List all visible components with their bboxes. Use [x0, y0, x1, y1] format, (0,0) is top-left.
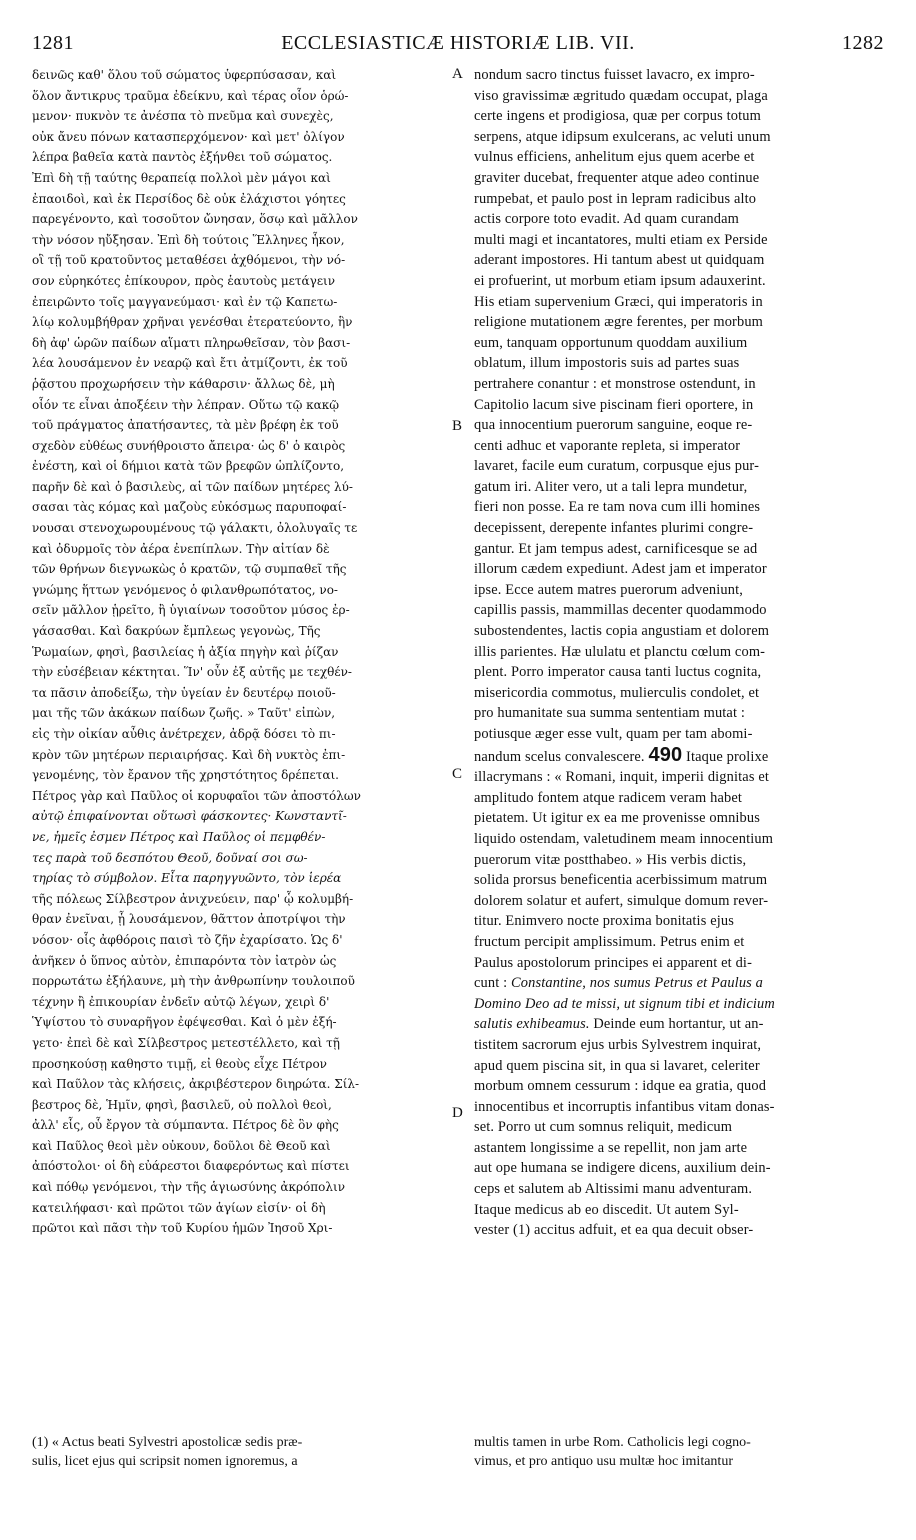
text-line: solida prorsus beneficentia acerbissimum matrum [474, 872, 768, 889]
text-line: puerorum vitæ postthabeo. » His verbis dictis, [474, 851, 747, 868]
text-line: Ῥωμαίων, φησὶ, βασιλείας ἡ ἀξία πηγὴν καὶ ῥίζαν [32, 644, 339, 659]
text-line: pro humanitate sua summa sententiam mutat : [474, 705, 746, 722]
text-line: amplitudo fontem atque radicem veram habet [474, 789, 743, 806]
text-line: αὐτῷ ἐπιφαίνονται οὕτωσὶ φάσκοντες· Κωνσταντῖ- [32, 809, 347, 824]
footnote-left [32, 1433, 452, 1471]
text-line: gantur. Et jam tempus adest, carnificesque se ad [474, 540, 758, 557]
text-segment: Deinde eum hortantur, ut an- [593, 1016, 764, 1033]
text-line: ἐνέστη, καὶ οἱ δήμιοι κατὰ τῶν βρεφῶν ὡπλίζοντο, [32, 459, 345, 474]
text-segment: salutis exhibeamus. [474, 1016, 590, 1033]
margin-marker-b: B [452, 418, 463, 434]
text-line: τα πᾶσιν ἀποδείξω, τὴν ὑγείαν ἐν δευτέρῳ ποιοῦ- [32, 685, 336, 700]
text-line: προσηκούσῃ καθηστο τιμῇ, εἰ θεοὺς εἶχε Πέτρον [32, 1056, 327, 1071]
text-line: aderant impostores. Hi tantum abest ut quidquam [474, 252, 765, 269]
text-line: lavaret, facile eum curatum, corpusque ejus pur- [474, 458, 760, 475]
text-line: ἀλλ' εἷς, οὗ ἔργον τὰ σύμπαντα. Πέτρος δὲ ὃν φὴς [32, 1118, 339, 1133]
text-segment: cunt : [474, 975, 508, 992]
text-line: τὴν εὐσέβειαν κέκτηται. Ἵν' οὖν ἐξ αὐτῆς με τεχθέν- [32, 665, 352, 680]
text-line: ἀνῆκεν ὁ ὕπνος αὐτὸν, ἐπιπαρόντα τὸν ἰατρὸν ὡς [32, 953, 337, 968]
footnote-line: sulis, licet ejus qui scripsit nomen ignoremus, a [32, 1454, 298, 1469]
text-line: τῶν θρήνων διεγνωκὼς ὁ κρατῶν, τῷ συμπαθεῖ τῆς [32, 562, 347, 577]
text-line: μαι τῆς τῶν ἀκάκων παίδων ζωῆς. » Ταῦτ' εἰπὼν, [32, 706, 336, 721]
text-line: fieri non posse. Ea re tam nova cum illi homines [474, 499, 761, 516]
margin-marker-c: C [452, 766, 463, 782]
text-line: ῥᾷστου προχωρήσειν τὴν κάθαρσιν· ἄλλως δὲ, μὴ [32, 376, 335, 391]
text-line: set. Porro ut cum somnus reliquit, medicum [474, 1119, 733, 1136]
page-number-left: 1281 [32, 32, 74, 54]
text-line: apud quem piscina sit, in qua si lavaret, celeriter [474, 1057, 760, 1074]
text-line: pertrahere conantur : et monstrose ostendunt, in [474, 375, 756, 392]
text-line: ipse. Ecce autem matres puerorum adveniunt, [474, 581, 743, 598]
text-line: καὶ Παῦλος θεοὶ μὲν οὐκουν, δοῦλοι δὲ Θεοῦ καὶ [32, 1138, 331, 1153]
text-line: liquido ostendam, valetudinem meam innocentium [474, 830, 774, 847]
text-line: ei profuerint, ut morbum etiam ipsum adauxerint. [474, 272, 766, 289]
text-line: λίῳ κολυμβήθραν χρῆναι γενέσθαι ἐτερατεύοντο, ἣν [32, 315, 353, 330]
text-line: illacrymans : « Romani, inquit, imperii dignitas et [474, 769, 770, 786]
page-number-right: 1282 [842, 32, 884, 54]
text-line [474, 1014, 884, 1035]
text-line: multi magi et incantatores, multi etiam ex Perside [474, 231, 768, 248]
text-line: Domino Deo ad te missi, ut signum tibi et indicium [474, 995, 775, 1012]
column-number: 490 [648, 744, 683, 766]
text-line: τες παρὰ τοῦ δεσπότου Θεοῦ, δοῦναί σοι σω- [32, 850, 308, 865]
text-line: θραν ἐνεῖναι, ᾗ λουσάμενον, θᾶττον ἀποτρίψοι τὴν [32, 912, 346, 927]
text-line: qua innocentium puerorum sanguine, eoque re- [474, 417, 753, 434]
text-line: ὅλον ἄντικρυς τραῦμα ἐδείκνυ, καὶ τέρας οἷον ὁρώ- [32, 88, 349, 103]
text-line: illorum cædem expediunt. Adest jam et imperator [474, 561, 767, 578]
text-line: morbum omnem cessurum : idque ea gratia, quod [474, 1078, 767, 1095]
margin-marker-d: D [452, 1105, 463, 1121]
text-line: βεστρος δὲ, Ἡμῖν, φησὶ, βασιλεῦ, οὐ πολλοὶ θεοὶ, [32, 1097, 332, 1112]
text-line: dolorem solatur et aufert, simulque domum rever- [474, 892, 769, 909]
text-line: εἰς τὴν οἰκίαν αὖθις ἀνέτρεχεν, ἀδρᾷ δόσει τὸ πι- [32, 727, 336, 741]
text-line: rumpebat, et paulo post in lepram radicibus alto [474, 190, 757, 207]
text-line: σχεδὸν εὐθέως συνήθροιστο ἄπειρα· ὡς δ' ὁ καιρὸς [32, 438, 346, 453]
text-line: δὴ ἀφ' ὡρῶν παίδων αἵματι πληρωθεῖσαν, τὸν βασι- [32, 335, 351, 350]
text-line: Capitolio lacum sive piscinam fieri oportere, in [474, 396, 754, 413]
text-line: ἐπειρῶντο τοῖς μαγγανεύμασι· καὶ ἐν τῷ Καπετω- [32, 294, 338, 309]
text-line: viso gravissimæ ægritudo quædam occupat, plaga [474, 87, 768, 104]
text-line: eum, tanquam opportunum quoddam auxilium [474, 334, 748, 351]
text-line: gatum iri. Aliter vero, ut a tali lepra mundetur, [474, 478, 748, 495]
text-line [474, 745, 884, 768]
text-line: νόσον· οἷς ἀφθόροις παισὶ τὸ ζῆν ἐχαρίσατο. Ὡς δ' [32, 932, 343, 947]
text-line: titur. Enimvero nocte proxima bonitatis ejus [474, 913, 734, 930]
text-line: Πέτρος γὰρ καὶ Παῦλος οἱ κορυφαῖοι τῶν ἀποστόλων [32, 788, 361, 803]
text-line: ἐπαοιδοὶ, καὶ ἐκ Περσίδος δὲ οὐκ ἐλάχιστοι γόητες [32, 191, 346, 206]
text-line: ceps et salutem ab Altissimi manu adventuram. [474, 1181, 753, 1198]
text-line: τὴν νόσον ηὔξησαν. Ἐπὶ δὴ τούτοις Ἕλληνες ἧκον, [32, 232, 345, 247]
text-line: οὐκ ἄνευ πόνων κατασπερχόμενον· καὶ μετ' ὀλίγον [32, 129, 345, 144]
text-line: Itaque medicus ab eo discedit. Ut autem Syl- [474, 1201, 739, 1218]
margin-marker-a: A [452, 66, 463, 82]
text-line: νε, ἡμεῖς ἐσμεν Πέτρος καὶ Παῦλος οἱ πεμφθέν- [32, 829, 326, 844]
text-line: κρὸν τῶν μητέρων περιαιρήσας. Καὶ δὴ νυκτὸς ἐπι- [32, 747, 346, 762]
text-line: plent. Porro imperator causa tanti luctus cognita, [474, 664, 762, 681]
text-line: οἳ τῇ τοῦ κρατοῦντος μεταθέσει ἀχθόμενοι, τὴν νό- [32, 253, 346, 268]
text-line: καὶ Παῦλον τὰς κλήσεις, ἀκριβέστερον διηρώτα. Σίλ- [32, 1077, 360, 1092]
text-line: καὶ πόθῳ γενόμενοι, τὴν τῆς ἁγιωσύνης ἀκρόπολιν [32, 1180, 346, 1195]
text-line: Paulus apostolorum principes ei apparent et di- [474, 954, 753, 971]
running-title: ECCLESIASTICÆ HISTORIÆ LIB. VII. [281, 32, 635, 54]
footnote-right [474, 1433, 884, 1471]
text-line: pietatem. Ut igitur ex ea me provenisse omnibus [474, 810, 761, 827]
text-line: fructum percipit amplissimum. Petrus enim et [474, 933, 745, 950]
text-line: τῆς πόλεως Σίλβεστρον ἀνιχνεύειν, παρ' ᾧ κολυμβή- [32, 891, 354, 906]
text-line: σον εὑρηκότες ἐπίκουρον, πρὸς ἑαυτοὺς μετάγειν [32, 273, 336, 288]
footnote-line: (1) « Actus beati Sylvestri apostolicæ sedis præ- [32, 1435, 303, 1450]
text-line: aut ope humana se indigere dicens, auxilium dein- [474, 1160, 771, 1177]
text-line: ἀπόστολοι· οἱ δὴ εὐάρεστοι διαφερόντως καὶ πίστει [32, 1159, 350, 1174]
footnote-line: multis tamen in urbe Rom. Catholicis legi cogno- [474, 1435, 751, 1450]
page-header [32, 32, 884, 62]
text-line: misericordia commotus, mulierculis condolet, et [474, 684, 760, 701]
text-line: subostendentes, lactis copia angustiam et dolorem [474, 623, 770, 640]
text-line: illis parientes. Hæ ululatu et planctu cœlum com- [474, 643, 766, 660]
text-line: πρῶτοι καὶ πᾶσι τὴν τοῦ Κυρίου ἡμῶν Ἰησοῦ Χρι- [32, 1221, 333, 1236]
text-line: tistitem sacrorum ejus urbis Sylvestrem inquirat, [474, 1036, 762, 1053]
text-line: τέχνην ἢ ἐπικουρίαν ἐνδεῖν αὐτῷ λέγων, χειρὶ δ' [32, 994, 330, 1009]
text-line: vester (1) accitus adfuit, et ea qua decuit obser- [474, 1222, 754, 1239]
text-line: serpens, atque idipsum exulcerans, ac veluti unum [474, 128, 771, 145]
text-line: graviter ducebat, frequenter atque adeo continue [474, 169, 760, 186]
text-line: actis corpore toto evadit. Ad quam curandam [474, 211, 739, 228]
text-line: innocentibus et incorruptis infantibus vitam donas- [474, 1098, 775, 1115]
text-line: certe ingens et prodigiosa, quæ per corpus totum [474, 108, 761, 125]
text-line: παρῆν δὲ καὶ ὁ βασιλεὺς, αἱ τῶν παίδων μητέρες λύ- [32, 479, 353, 494]
text-line [474, 973, 884, 994]
text-line: capillis passis, mammillas decenter quodammodo [474, 602, 767, 619]
text-line: σεῖν μᾶλλον ᾑρεῖτο, ἢ ὑγιαίνων τοσοῦτον μύσος ἐρ- [32, 603, 350, 618]
text-line: κατειλήφασι· καὶ πρῶτοι τῶν ἁγίων εἰσίν· οἱ δὴ [32, 1200, 326, 1215]
text-line: His etiam supervenium Græci, qui imperatoris in [474, 293, 763, 310]
text-line: παρεγένοντο, καὶ τοσοῦτον ὤνησαν, ὅσῳ καὶ μᾶλλον [32, 212, 358, 227]
text-line: καὶ ὀδυρμοῖς τὸν ἀέρα ἐνεπίπλων. Τὴν αἰτίαν δὲ [32, 541, 330, 556]
text-line: γάσασθαι. Καὶ δακρύων ἔμπλεως γεγονὼς, Τῆς [32, 624, 321, 639]
text-line: νουσαι στενοχωρουμένους τῷ γάλακτι, ὀλολυγαῖς τε [32, 521, 358, 536]
text-line: nondum sacro tinctus fuisset lavacro, ex impro- [474, 67, 755, 83]
text-line: Ἐπὶ δὴ τῇ ταύτης θεραπείᾳ πολλοὶ μὲν μάγοι καὶ [32, 170, 331, 185]
italic-quote: Constantine, nos sumus Petrus et Paulus a [511, 975, 764, 992]
text-line: γετο· ἐπεὶ δὲ καὶ Σίλβεστρος μετεστέλλετο, καὶ τῇ [32, 1035, 340, 1050]
text-line: τηρίας τὸ σύμβολον. Εἶτα παρηγγυῶντο, τὸν ἱερέα [32, 871, 342, 886]
text-line: γνώμης ἥττων γενόμενος ὁ φιλανθρωπότατος, νο- [32, 582, 338, 597]
latin-column [474, 65, 884, 1241]
text-line: οἷόν τε εἶναι ἀποξέειν τὴν λέπραν. Οὕτω τῷ κακῷ [32, 397, 340, 412]
text-line: vulnus efficiens, anhelitum ejus quem acerbe et [474, 149, 755, 166]
text-line: centi adhuc et vaporante repleta, si imperator [474, 437, 741, 454]
text-line: decepissent, derepente infantes plurimi congre- [474, 520, 754, 537]
text-segment: Itaque prolixe [686, 748, 769, 765]
text-line: potiusque æger esse vult, quam per tam abomi- [474, 726, 753, 742]
text-line: δεινῶς καθ' ὅλου τοῦ σώματος ὑφερπύσασαν, καὶ [32, 68, 337, 82]
text-line: λέπρα βαθεῖα κατὰ παντὸς ἐξήνθει τοῦ σώματος. [32, 150, 333, 165]
text-line: astantem longissime a se repellit, non jam arte [474, 1139, 748, 1156]
text-line: σασαι τὰς κόμας καὶ μαζοὺς εὐκόσμως παρυποφαί- [32, 500, 347, 515]
text-line: religione mutationem ægre ferentes, per morbum [474, 314, 764, 331]
text-line: τοῦ πράγματος ἀπατήσαντες, τὰ μὲν βρέφη ἐκ τοῦ [32, 418, 339, 433]
footnote-line: vimus, et pro antiquo usu multæ hoc imitantur [474, 1454, 733, 1469]
text-line: oblatum, illum impostoris suis ad partes suas [474, 355, 740, 372]
text-line: γενομένης, τὸν ἔρανον τῆς χρηστότητος δρέπεται. [32, 768, 339, 783]
text-segment: nandum scelus convalescere. [474, 748, 645, 765]
text-line: μενον· πυκνὸν τε ἀνέσπα τὸ πνεῦμα καὶ συνεχὲς, [32, 109, 334, 124]
text-line: Ὑψίστου τὸ συναρῆγον ἐφέψεσθαι. Καὶ ὁ μὲν ἐξή- [32, 1015, 337, 1030]
greek-column [32, 65, 452, 1239]
text-line: λέα λουσάμενον ἐν νεαρῷ καὶ ἔτι ἀτμίζοντι, ἐκ τοῦ [32, 356, 348, 371]
text-line: πορρωτάτω ἐξήλαυνε, μὴ τὴν ἀνθρωπίνην τουλοιποῦ [32, 974, 355, 989]
